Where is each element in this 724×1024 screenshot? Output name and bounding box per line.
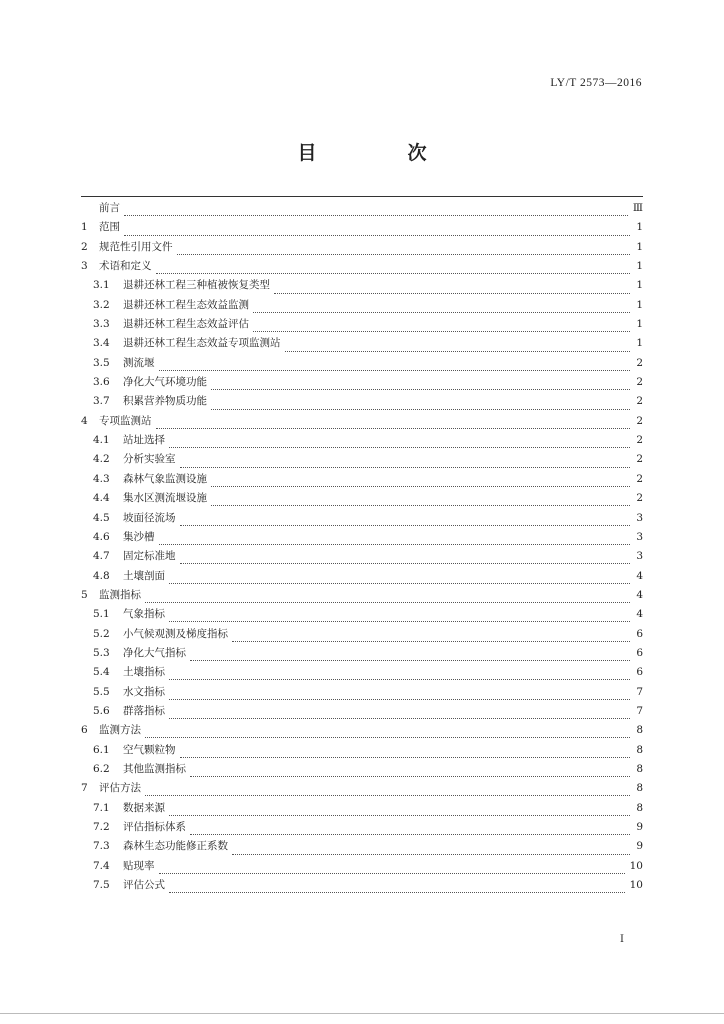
- toc-entry[interactable]: [81, 547, 643, 566]
- toc-entry-number: 5.1: [93, 608, 110, 621]
- toc-entry[interactable]: [81, 528, 643, 547]
- toc-entry-page: 1: [636, 240, 643, 253]
- toc-dot-leader: [177, 242, 631, 255]
- toc-dot-leader: [169, 687, 630, 700]
- page-title: 目 次: [297, 142, 463, 164]
- toc-entry-number: 4.2: [93, 453, 110, 466]
- toc-entry-label: 集水区测流堰设施: [123, 492, 207, 505]
- toc-entry-label: 评估公式: [123, 879, 165, 892]
- toc-entry[interactable]: [81, 431, 643, 450]
- toc-entry-label: 土壤剖面: [123, 569, 165, 582]
- toc-entry-label: 水文指标: [123, 685, 165, 698]
- toc-dot-leader: [169, 803, 630, 816]
- toc-entry-page: 1: [636, 337, 643, 350]
- toc-entry-page: 8: [636, 724, 643, 737]
- toc-dot-leader: [232, 842, 630, 855]
- toc-dot-leader: [190, 648, 630, 661]
- toc-dot-leader: [180, 551, 631, 564]
- title-divider: [81, 196, 643, 197]
- standard-code: LY/T 2573—2016: [550, 77, 642, 89]
- toc-entry-label: 测流堰: [123, 356, 155, 369]
- toc-entry-label: 集沙槽: [123, 530, 155, 543]
- toc-entry-page: 1: [636, 318, 643, 331]
- toc-entry[interactable]: [81, 818, 643, 837]
- toc-entry-page: 2: [636, 356, 643, 369]
- toc-entry-label: 空气颗粒物: [123, 743, 176, 756]
- toc-entry[interactable]: [81, 412, 643, 431]
- toc-entry[interactable]: [81, 760, 643, 779]
- toc-entry-label: 群落指标: [123, 704, 165, 717]
- toc-entry-number: 3.5: [93, 356, 110, 369]
- toc-entry-number: 4.3: [93, 472, 110, 485]
- toc-entry-label: 固定标准地: [123, 550, 176, 563]
- toc-entry-label: 范围: [99, 221, 120, 234]
- toc-dot-leader: [124, 203, 628, 216]
- toc-entry[interactable]: [81, 741, 643, 760]
- toc-entry[interactable]: [81, 334, 643, 353]
- toc-entry-number: 3.2: [93, 298, 110, 311]
- toc-entry-page: 8: [636, 801, 643, 814]
- toc-entry[interactable]: [81, 876, 643, 895]
- toc-entry-number: 2: [81, 240, 88, 253]
- toc-dot-leader: [159, 358, 631, 371]
- toc-entry-number: 5.5: [93, 685, 110, 698]
- toc-entry-page: 7: [636, 685, 643, 698]
- toc-entry-number: 3.6: [93, 376, 110, 389]
- toc-entry-label: 分析实验室: [123, 453, 176, 466]
- toc-entry-label: 监测方法: [99, 724, 141, 737]
- toc-dot-leader: [232, 629, 630, 642]
- toc-entry-number: 3.7: [93, 395, 110, 408]
- toc-entry-page: 10: [629, 859, 643, 872]
- toc-entry[interactable]: [81, 470, 643, 489]
- toc-dot-leader: [190, 764, 630, 777]
- toc-entry-number: 7: [81, 782, 88, 795]
- toc-entry-page: 10: [629, 879, 643, 892]
- toc-entry-number: 1: [81, 221, 88, 234]
- toc-dot-leader: [211, 377, 630, 390]
- toc-dot-leader: [156, 261, 631, 274]
- toc-entry-number: 5: [81, 588, 88, 601]
- toc-entry-number: 3.3: [93, 318, 110, 331]
- toc-dot-leader: [145, 590, 630, 603]
- toc-entry-page: 9: [636, 840, 643, 853]
- toc-entry-label: 土壤指标: [123, 666, 165, 679]
- toc-entry-number: 4.4: [93, 492, 110, 505]
- toc-entry-page: 9: [636, 821, 643, 833]
- toc-entry-label: 森林生态功能修正系数: [123, 840, 228, 853]
- toc-entry-page: 6: [636, 627, 643, 640]
- toc-entry[interactable]: [81, 586, 643, 605]
- toc-dot-leader: [211, 493, 630, 506]
- toc-entry[interactable]: [81, 837, 643, 856]
- toc-entry[interactable]: [81, 450, 643, 469]
- toc-entry-label: 净化大气指标: [123, 646, 186, 659]
- toc-entry-page: 3: [636, 511, 643, 524]
- toc-entry[interactable]: [81, 799, 643, 818]
- toc-entry-number: 4.8: [93, 569, 110, 582]
- toc-dot-leader: [159, 861, 625, 874]
- toc-entry-page: 2: [636, 395, 643, 408]
- toc-entry-page: 4: [636, 588, 643, 601]
- toc-entry-number: 5.3: [93, 646, 110, 659]
- page-number: Ⅰ: [620, 934, 624, 945]
- toc-entry-number: 4.5: [93, 511, 110, 524]
- toc-entry[interactable]: [81, 218, 643, 237]
- toc-entry-page: 8: [636, 782, 643, 795]
- toc-dot-leader: [180, 455, 631, 468]
- toc-entry[interactable]: [81, 605, 643, 624]
- table-of-contents: [81, 199, 643, 895]
- toc-entry-label: 森林气象监测设施: [123, 472, 207, 485]
- toc-entry-label: 站址选择: [123, 434, 165, 447]
- toc-entry-label: 评估方法: [99, 782, 141, 795]
- toc-entry-number: 7.5: [93, 879, 110, 892]
- toc-entry-page: 4: [636, 608, 643, 621]
- toc-dot-leader: [211, 474, 630, 487]
- toc-dot-leader: [124, 223, 630, 236]
- toc-entry-page: 6: [636, 666, 643, 679]
- toc-dot-leader: [169, 706, 630, 719]
- toc-entry-page: 3: [636, 550, 643, 563]
- toc-entry-label: 小气候观测及梯度指标: [123, 627, 228, 640]
- toc-entry-label: 退耕还林工程生态效益监测: [123, 298, 249, 311]
- toc-dot-leader: [180, 745, 631, 758]
- toc-entry-number: 3.4: [93, 337, 110, 350]
- scan-edge-line: [0, 1013, 724, 1014]
- toc-dot-leader: [145, 725, 630, 738]
- toc-dot-leader: [190, 822, 630, 835]
- toc-dot-leader: [145, 783, 630, 796]
- toc-entry-page: 2: [636, 414, 643, 427]
- toc-dot-leader: [169, 609, 630, 622]
- toc-entry[interactable]: [81, 683, 643, 702]
- toc-entry-page: 2: [636, 434, 643, 447]
- toc-entry-number: 4.7: [93, 550, 110, 563]
- toc-entry-label: 前言: [99, 202, 120, 214]
- toc-entry-number: 4.1: [93, 434, 110, 447]
- toc-entry-number: 6.2: [93, 762, 110, 775]
- toc-entry-page: 6: [636, 646, 643, 659]
- toc-entry[interactable]: [81, 392, 643, 411]
- toc-dot-leader: [169, 571, 630, 584]
- toc-entry-number: 7.2: [93, 821, 110, 833]
- toc-entry-number: 4.6: [93, 530, 110, 543]
- toc-entry-number: 7.1: [93, 801, 110, 814]
- toc-dot-leader: [253, 319, 630, 332]
- toc-entry-number: 6.1: [93, 743, 110, 756]
- toc-entry-number: 5.4: [93, 666, 110, 679]
- toc-entry[interactable]: [81, 257, 643, 276]
- toc-entry-number: 5.2: [93, 627, 110, 640]
- toc-entry-page: 2: [636, 376, 643, 389]
- toc-entry[interactable]: [81, 509, 643, 528]
- toc-entry-page: 1: [636, 298, 643, 311]
- toc-entry-number: 5.6: [93, 704, 110, 717]
- toc-entry-page: 8: [636, 762, 643, 775]
- toc-entry-page: Ⅲ: [632, 202, 643, 214]
- toc-dot-leader: [169, 667, 630, 680]
- toc-entry-page: 3: [636, 530, 643, 543]
- toc-entry-number: 3.1: [93, 279, 110, 292]
- toc-dot-leader: [285, 339, 631, 352]
- toc-entry-label: 术语和定义: [99, 260, 152, 273]
- toc-entry-label: 退耕还林工程生态效益评估: [123, 318, 249, 331]
- toc-entry[interactable]: [81, 625, 643, 644]
- toc-entry[interactable]: [81, 567, 643, 586]
- toc-entry[interactable]: [81, 373, 643, 392]
- toc-entry-label: 监测指标: [99, 588, 141, 601]
- toc-entry-label: 评估指标体系: [123, 821, 186, 833]
- toc-entry-number: 6: [81, 724, 88, 737]
- toc-entry[interactable]: [81, 644, 643, 663]
- toc-entry-label: 退耕还林工程三种植被恢复类型: [123, 279, 270, 292]
- toc-entry-page: 8: [636, 743, 643, 756]
- toc-entry-label: 贴现率: [123, 859, 155, 872]
- toc-entry-label: 净化大气环境功能: [123, 376, 207, 389]
- toc-entry[interactable]: [81, 779, 643, 798]
- toc-entry-page: 7: [636, 704, 643, 717]
- toc-dot-leader: [274, 281, 630, 294]
- toc-entry[interactable]: [81, 354, 643, 373]
- toc-entry-label: 数据来源: [123, 801, 165, 814]
- toc-dot-leader: [211, 397, 630, 410]
- toc-entry-label: 规范性引用文件: [99, 240, 173, 253]
- toc-dot-leader: [156, 416, 631, 429]
- toc-entry-number: 3: [81, 260, 88, 273]
- toc-entry[interactable]: [81, 276, 643, 295]
- toc-entry-page: 2: [636, 453, 643, 466]
- toc-entry-label: 其他监测指标: [123, 762, 186, 775]
- toc-entry[interactable]: [81, 857, 643, 876]
- toc-dot-leader: [169, 880, 625, 893]
- toc-dot-leader: [180, 513, 631, 526]
- toc-entry-label: 积累营养物质功能: [123, 395, 207, 408]
- toc-entry-page: 1: [636, 279, 643, 292]
- toc-dot-leader: [169, 435, 630, 448]
- toc-entry-page: 4: [636, 569, 643, 582]
- toc-entry-page: 2: [636, 492, 643, 505]
- toc-entry-page: 1: [636, 221, 643, 234]
- toc-dot-leader: [159, 532, 631, 545]
- toc-dot-leader: [253, 300, 630, 313]
- toc-entry[interactable]: [81, 663, 643, 682]
- toc-entry[interactable]: [81, 702, 643, 721]
- toc-entry-label: 坡面径流场: [123, 511, 176, 524]
- toc-entry-number: 4: [81, 414, 88, 427]
- toc-entry[interactable]: [81, 238, 643, 257]
- toc-entry-number: 7.3: [93, 840, 110, 853]
- toc-entry[interactable]: [81, 315, 643, 334]
- toc-entry-label: 气象指标: [123, 608, 165, 621]
- toc-entry-page: 1: [636, 260, 643, 273]
- toc-entry[interactable]: [81, 296, 643, 315]
- toc-entry[interactable]: [81, 721, 643, 740]
- toc-entry-number: 7.4: [93, 859, 110, 872]
- toc-entry[interactable]: [81, 199, 643, 218]
- toc-entry-label: 退耕还林工程生态效益专项监测站: [123, 337, 281, 350]
- toc-entry[interactable]: [81, 489, 643, 508]
- toc-entry-page: 2: [636, 472, 643, 485]
- toc-entry-label: 专项监测站: [99, 414, 152, 427]
